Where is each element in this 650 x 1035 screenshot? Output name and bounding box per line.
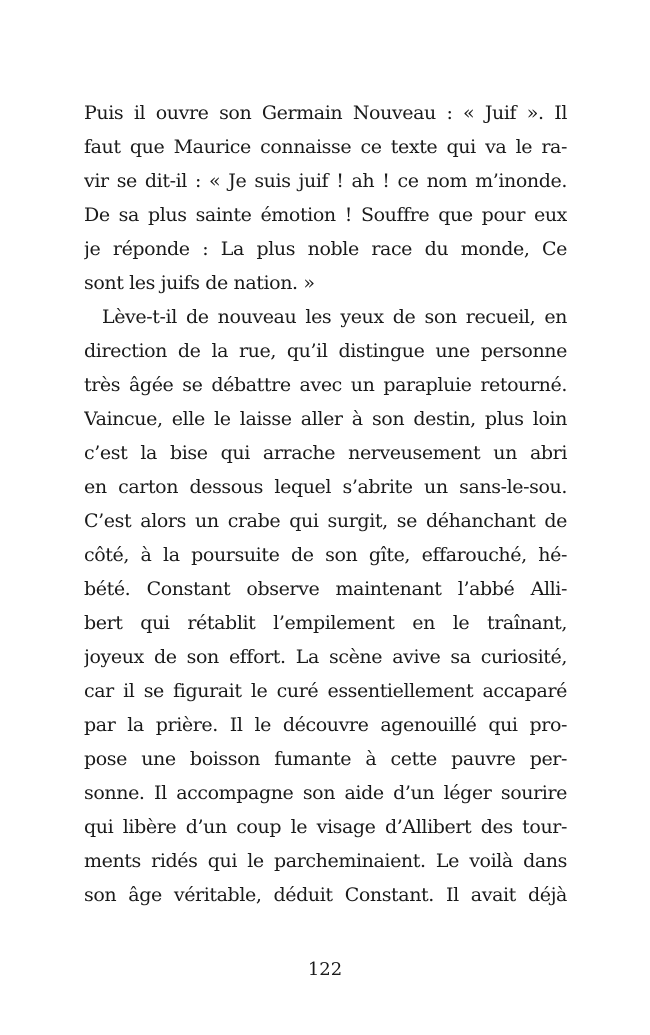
text-line: joyeux de son effort. La scène avive sa curiosité, [84,646,567,668]
text-line: Lève-t-il de nouveau les yeux de son recueil, en [102,306,567,328]
paragraph-1 [84,96,567,300]
text-line: côté, à la poursuite de son gîte, effarouché, hé- [84,544,567,566]
text-line: De sa plus sainte émotion ! Souffre que pour eux [84,204,567,226]
body-text [84,96,567,912]
text-line: bété. Constant observe maintenant l’abbé Alli- [84,578,567,600]
text-line: sonne. Il accompagne son aide d’un léger sourire [84,782,567,804]
text-line: en carton dessous lequel s’abrite un sans-le-sou. [84,476,567,498]
text-line: Puis il ouvre son Germain Nouveau : « Juif ». Il [84,102,567,124]
text-line: très âgée se débattre avec un parapluie retourné. [84,374,567,396]
text-line: son âge véritable, déduit Constant. Il avait déjà [84,884,567,906]
text-line: C’est alors un crabe qui surgit, se déhanchant de [84,510,567,532]
text-line: pose une boisson fumante à cette pauvre per- [84,748,567,770]
text-line: qui libère d’un coup le visage d’Allibert des tour- [84,816,567,838]
text-line: ments ridés qui le parcheminaient. Le voilà dans [84,850,567,872]
text-line: sont les juifs de nation. » [84,272,315,294]
text-line: direction de la rue, qu’il distingue une personne [84,340,567,362]
text-line: faut que Maurice connaisse ce texte qui va le ra- [84,136,567,158]
text-line: Vaincue, elle le laisse aller à son destin, plus loin [84,408,567,430]
text-line: c’est la bise qui arrache nerveusement un abri [84,442,567,464]
text-line: je réponde : La plus noble race du monde, Ce [84,238,567,260]
paragraph-2 [84,300,567,912]
text-line: vir se dit-il : « Je suis juif ! ah ! ce nom m’inonde. [84,170,567,192]
text-line: bert qui rétablit l’empilement en le traînant, [84,612,567,634]
page-number: 122 [307,959,343,980]
text-line: par la prière. Il le découvre agenouillé qui pro- [84,714,567,736]
text-line: car il se figurait le curé essentiellement accaparé [84,680,567,702]
